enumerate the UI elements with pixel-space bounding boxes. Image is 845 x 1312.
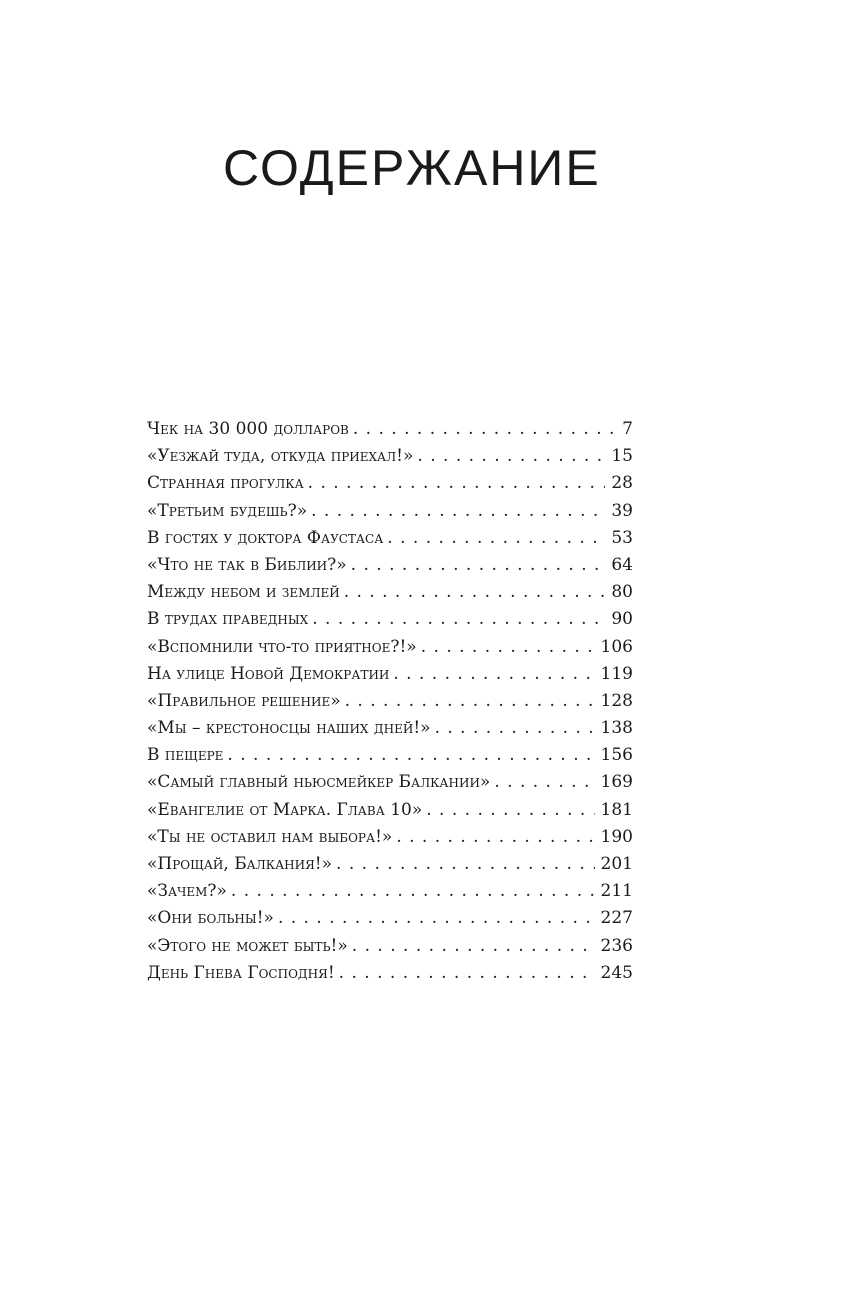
toc-entry-title: «Евангелие от Марка. Глава 10» xyxy=(147,799,423,820)
toc-entry-title: «Уезжай туда, откуда приехал!» xyxy=(147,446,414,467)
toc-page-number: 138 xyxy=(600,718,633,739)
toc-entry-title: На улице Новой Демократии xyxy=(147,663,390,684)
toc-dot-leader xyxy=(387,525,605,552)
toc-dot-leader xyxy=(421,634,595,661)
toc-dot-leader xyxy=(308,470,606,497)
toc-page-number: 181 xyxy=(600,799,633,820)
toc-entry-title: День Гнева Господня! xyxy=(147,962,335,983)
toc-dot-leader xyxy=(393,661,594,688)
toc-entry xyxy=(147,688,633,715)
toc-page-number: 245 xyxy=(600,962,633,983)
toc-entry-title: «Вспомнили что-то приятное?!» xyxy=(147,636,417,657)
toc-entry xyxy=(147,579,633,606)
toc-dot-leader xyxy=(227,742,594,769)
toc-dot-leader xyxy=(417,443,605,470)
toc-page-number: 236 xyxy=(600,935,633,956)
toc-dot-leader xyxy=(311,498,605,525)
toc-page-number: 211 xyxy=(600,881,633,902)
toc-entry xyxy=(147,552,633,579)
toc-entry-title: «Зачем?» xyxy=(147,881,227,902)
toc-entry xyxy=(147,960,633,987)
toc-entry xyxy=(147,905,633,932)
toc-page-number: 90 xyxy=(611,609,633,630)
toc-dot-leader xyxy=(353,416,616,443)
toc-page-number: 190 xyxy=(600,826,633,847)
toc-entry xyxy=(147,824,633,851)
toc-entry xyxy=(147,878,633,905)
toc-entry xyxy=(147,933,633,960)
toc-entry-title: «Они больны!» xyxy=(147,908,274,929)
toc-page-number: 156 xyxy=(600,745,633,766)
toc-dot-leader xyxy=(231,878,595,905)
toc-entry-title: «Мы – крестоносцы наших дней!» xyxy=(147,718,431,739)
toc-page-number: 119 xyxy=(600,663,633,684)
toc-dot-leader xyxy=(344,579,606,606)
toc-dot-leader xyxy=(426,797,594,824)
toc-entry xyxy=(147,606,633,633)
toc-entry-title: «Самый главный ньюсмейкер Балкании» xyxy=(147,772,491,793)
toc-dot-leader xyxy=(435,715,595,742)
toc-entry xyxy=(147,661,633,688)
toc-page-number: 7 xyxy=(622,419,633,439)
toc-entry-title: Чек на 30 000 долларов xyxy=(147,419,349,439)
toc-entry xyxy=(147,498,633,525)
toc-entry-title: В гостях у доктора Фаустаса xyxy=(147,527,384,548)
toc-entry-title: «Правильное решение» xyxy=(147,690,341,711)
page-title: СОДЕРЖАНИЕ xyxy=(223,140,601,196)
toc-entry xyxy=(147,851,633,878)
toc-dot-leader xyxy=(345,688,595,715)
toc-page-number: 39 xyxy=(611,500,633,521)
toc-page-number: 227 xyxy=(600,908,633,929)
toc-page-number: 128 xyxy=(600,690,633,711)
toc-dot-leader xyxy=(278,905,595,932)
toc-page-number: 53 xyxy=(611,527,633,548)
toc-entry xyxy=(147,470,633,497)
toc-dot-leader xyxy=(352,933,595,960)
toc-entry-title: Странная прогулка xyxy=(147,473,304,494)
toc-entry-title: В пещере xyxy=(147,745,224,766)
toc-dot-leader xyxy=(396,824,594,851)
toc-page-number: 169 xyxy=(600,772,633,793)
toc-page-number: 15 xyxy=(611,446,633,467)
toc-entry-title: В трудах праведных xyxy=(147,609,309,630)
toc-page-number: 201 xyxy=(600,854,633,874)
toc-page-number: 64 xyxy=(611,554,633,575)
toc-dot-leader xyxy=(351,552,606,579)
toc-entry-title: Между небом и землей xyxy=(147,582,340,603)
toc-entry-title: «Прощай, Балкания!» xyxy=(147,854,333,874)
table-of-contents xyxy=(147,416,633,987)
toc-entry-title: «Третьим будешь?» xyxy=(147,500,308,521)
toc-dot-leader xyxy=(494,769,594,796)
toc-page-number: 80 xyxy=(611,582,633,603)
toc-entry xyxy=(147,769,633,796)
toc-page-number: 28 xyxy=(611,473,633,494)
toc-entry xyxy=(147,525,633,552)
toc-entry-title: «Ты не оставил нам выбора!» xyxy=(147,826,393,847)
toc-entry xyxy=(147,742,633,769)
toc-entry xyxy=(147,797,633,824)
toc-entry xyxy=(147,715,633,742)
toc-entry-title: «Что не так в Библии?» xyxy=(147,554,347,575)
toc-entry xyxy=(147,634,633,661)
toc-entry-title: «Этого не может быть!» xyxy=(147,935,348,956)
toc-entry xyxy=(147,443,633,470)
toc-entry xyxy=(147,416,633,443)
toc-dot-leader xyxy=(336,851,595,878)
toc-dot-leader xyxy=(339,960,595,987)
toc-page-number: 106 xyxy=(600,636,633,657)
toc-dot-leader xyxy=(312,606,605,633)
